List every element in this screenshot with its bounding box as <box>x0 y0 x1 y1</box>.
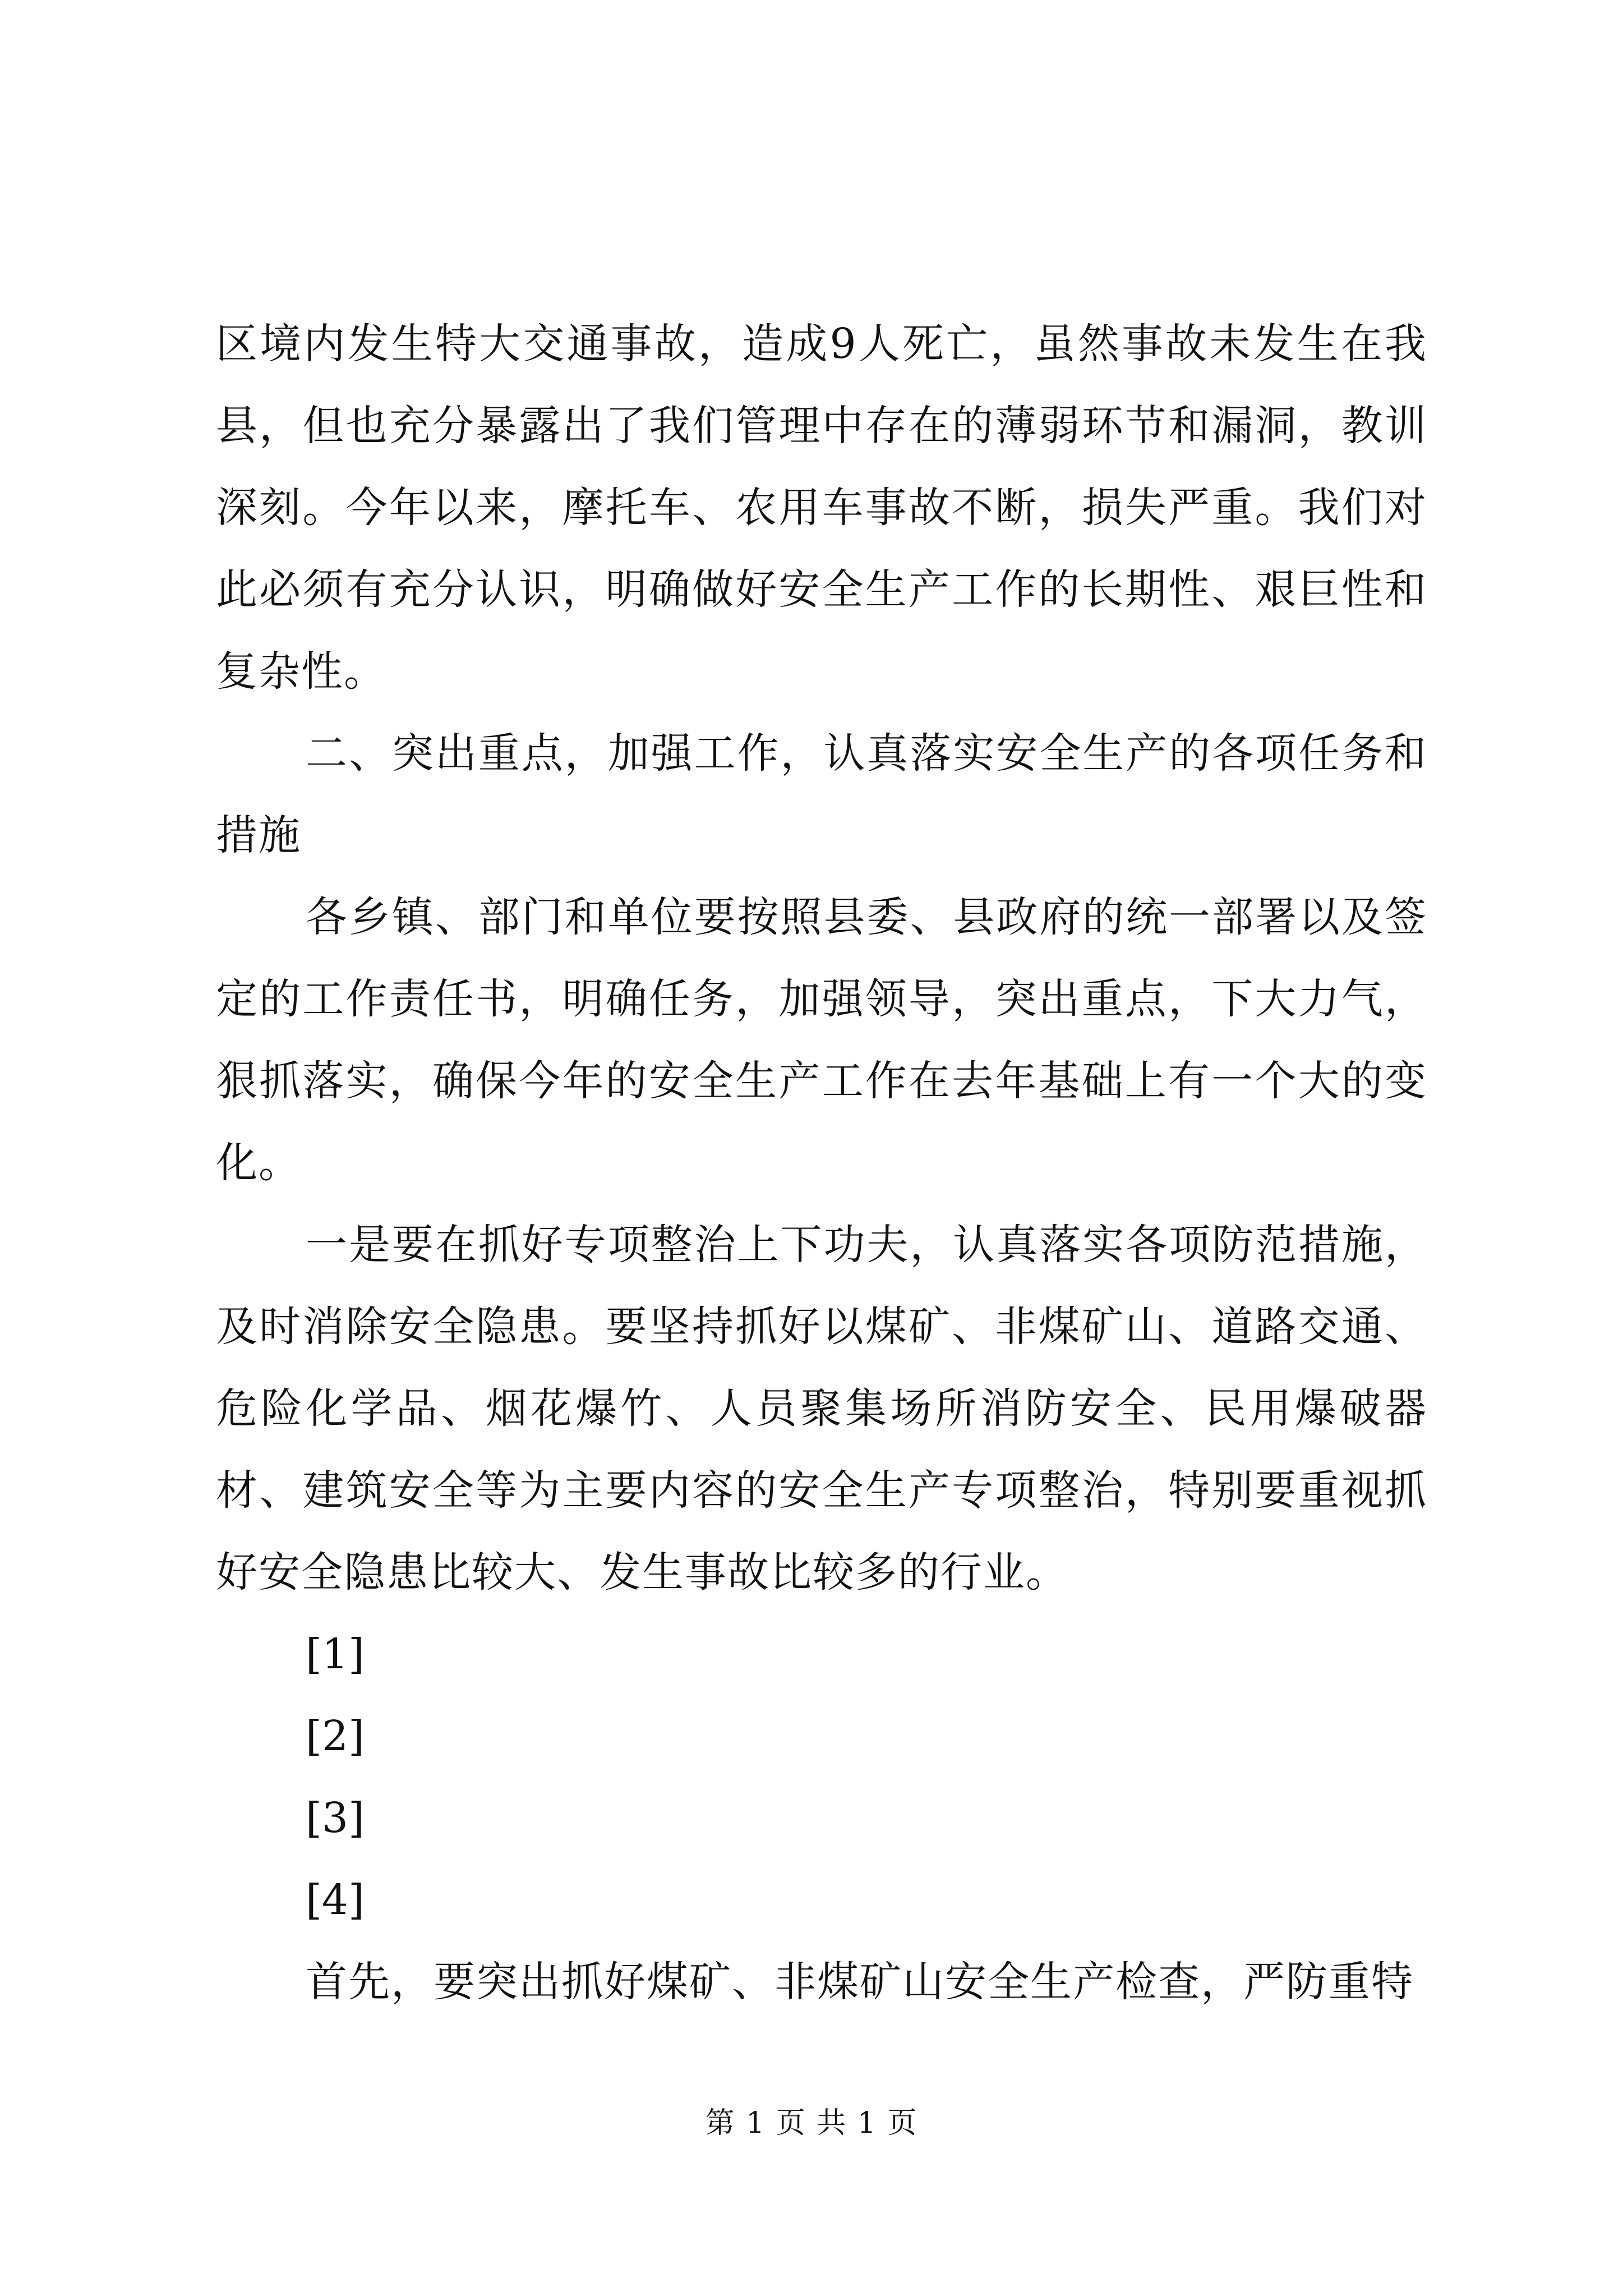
page-footer: 第 1 页 共 1 页 <box>705 2106 918 2140</box>
paragraph-continuation: 区境内发生特大交通事故，造成9人死亡，虽然事故未发生在我县，但也充分暴露出了我们管理中存在的薄弱环节和漏洞，教训深刻。今年以来，摩托车、农用车事故不断，损失严重。我们对此必须有充分认识，明确做好安全生产工作的长期性、艰巨性和复杂性。 <box>216 320 1427 696</box>
paragraph: 首先，要突出抓好煤矿、非煤矿山安全生产检查，严防重特 <box>306 1958 1414 2006</box>
reference-marker: [4] <box>306 1876 365 1924</box>
section-heading: 二、突出重点，加强工作，认真落实安全生产的各项任务和措施 <box>216 729 1427 859</box>
reference-marker: [1] <box>306 1630 365 1678</box>
paragraph: 各乡镇、部门和单位要按照县委、县政府的统一部署以及签定的工作责任书，明确任务，加强领导，突出重点，下大力气，狠抓落实，确保今年的安全生产工作在去年基础上有一个大的变化。 <box>216 893 1427 1187</box>
document-body <box>216 303 1427 2023</box>
reference-marker: [2] <box>306 1712 365 1760</box>
paragraph: 一是要在抓好专项整治上下功夫，认真落实各项防范措施，及时消除安全隐患。要坚持抓好以煤矿、非煤矿山、道路交通、危险化学品、烟花爆竹、人员聚集场所消防安全、民用爆破器材、建筑安全等为主要内容的安全生产专项整治，特别要重视抓好安全隐患比较大、发生事故比较多的行业。 <box>216 1221 1427 1596</box>
reference-marker: [3] <box>306 1794 365 1842</box>
